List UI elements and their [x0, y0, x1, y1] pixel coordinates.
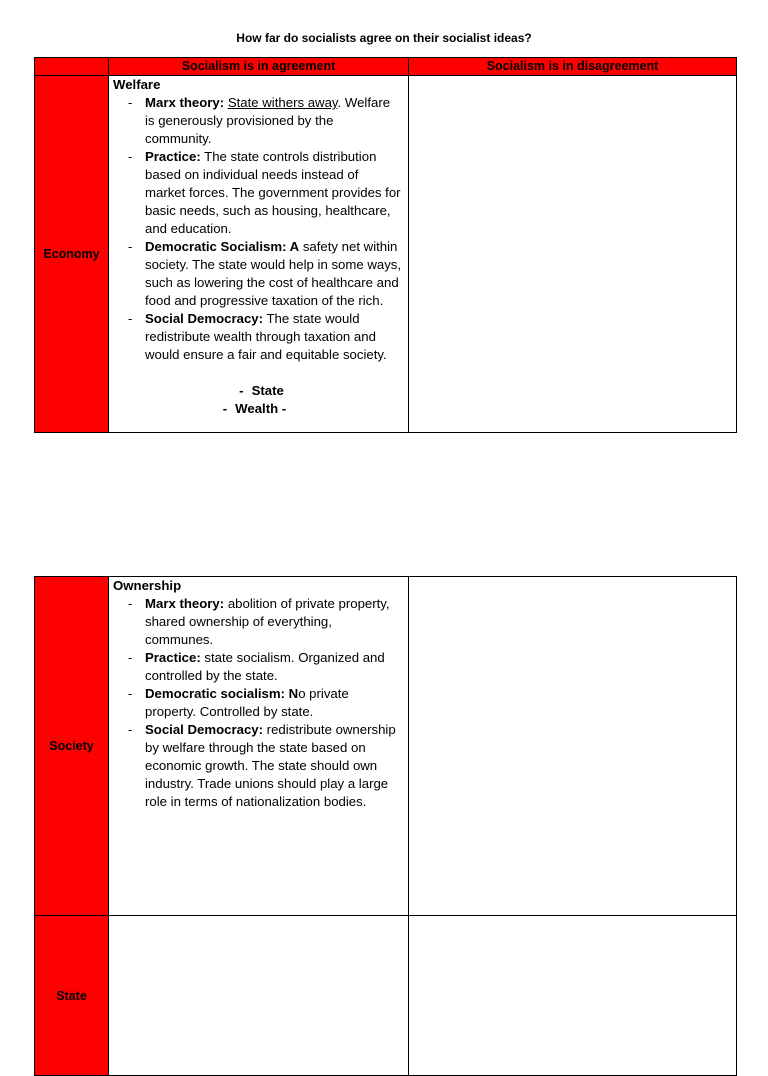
underlined-phrase: State withers away — [227, 95, 338, 110]
header-empty-cell — [35, 58, 109, 76]
item-label: Marx theory: — [145, 596, 225, 611]
state-disagreement-cell[interactable] — [409, 916, 737, 1076]
society-agreement-cell[interactable] — [109, 577, 409, 916]
header-row — [35, 58, 737, 76]
list-item: - Wealth - — [222, 401, 287, 416]
state-label: State — [35, 916, 109, 1076]
page-title: How far do socialists agree on their socialist ideas? — [236, 31, 532, 45]
item-text: State — [251, 383, 284, 398]
list-item — [113, 721, 402, 811]
economy-centered-list — [113, 382, 402, 418]
economy-disagreement-cell[interactable] — [409, 76, 737, 433]
society-label: Society — [35, 577, 109, 916]
item-label: Democratic Socialism: A — [145, 239, 300, 254]
state-row — [35, 916, 737, 1076]
item-label: Practice: — [145, 149, 201, 164]
welfare-heading: Welfare — [113, 77, 161, 92]
list-item — [113, 148, 402, 238]
list-item: - State — [239, 383, 284, 398]
header-agreement: Socialism is in agreement — [109, 58, 409, 76]
item-text: . Welfare is generously provisioned by the community. — [145, 95, 391, 146]
list-item — [113, 310, 402, 364]
item-text: redistribute ownership by welfare through the state based on economic growth. The state should own industry. Trade unions should play a large role in terms of nationalization bodies. — [145, 722, 396, 809]
economy-agreement-cell[interactable] — [109, 76, 409, 433]
list-item — [113, 94, 402, 148]
ownership-heading: Ownership — [113, 578, 182, 593]
society-list — [113, 595, 402, 811]
header-disagreement: Socialism is in disagreement — [409, 58, 737, 76]
item-text: Wealth - — [235, 401, 287, 416]
list-item — [113, 685, 402, 721]
item-label: Social Democracy: — [145, 311, 264, 326]
list-item — [113, 595, 402, 649]
item-text: The state would redistribute wealth through taxation and would ensure a fair and equitable society. — [145, 311, 387, 362]
comparison-table-1 — [34, 57, 737, 433]
economy-row — [35, 76, 737, 433]
item-label: Social Democracy: — [145, 722, 264, 737]
state-agreement-cell[interactable] — [109, 916, 409, 1076]
item-label: Democratic socialism: N — [145, 686, 299, 701]
item-text: o private property. Controlled by state. — [145, 686, 349, 719]
economy-label: Economy — [35, 76, 109, 433]
society-row — [35, 577, 737, 916]
item-label: Marx theory: — [145, 95, 225, 110]
item-label: Practice: — [145, 650, 201, 665]
economy-list — [113, 94, 402, 364]
item-text: safety net within society. The state would help in some ways, such as lowering the cost of healthcare and food and progressive taxation of the rich. — [145, 239, 402, 308]
society-disagreement-cell[interactable] — [409, 577, 737, 916]
list-item — [113, 649, 402, 685]
item-text: state socialism. Organized and controlled by the state. — [145, 650, 385, 683]
list-item — [113, 238, 402, 310]
comparison-table-2 — [34, 576, 737, 1076]
item-text: abolition of private property, shared ownership of everything, communes. — [145, 596, 390, 647]
item-text: The state controls distribution based on individual needs instead of market forces. The government provides for basic needs, such as housing, healthcare, and education. — [145, 149, 401, 236]
